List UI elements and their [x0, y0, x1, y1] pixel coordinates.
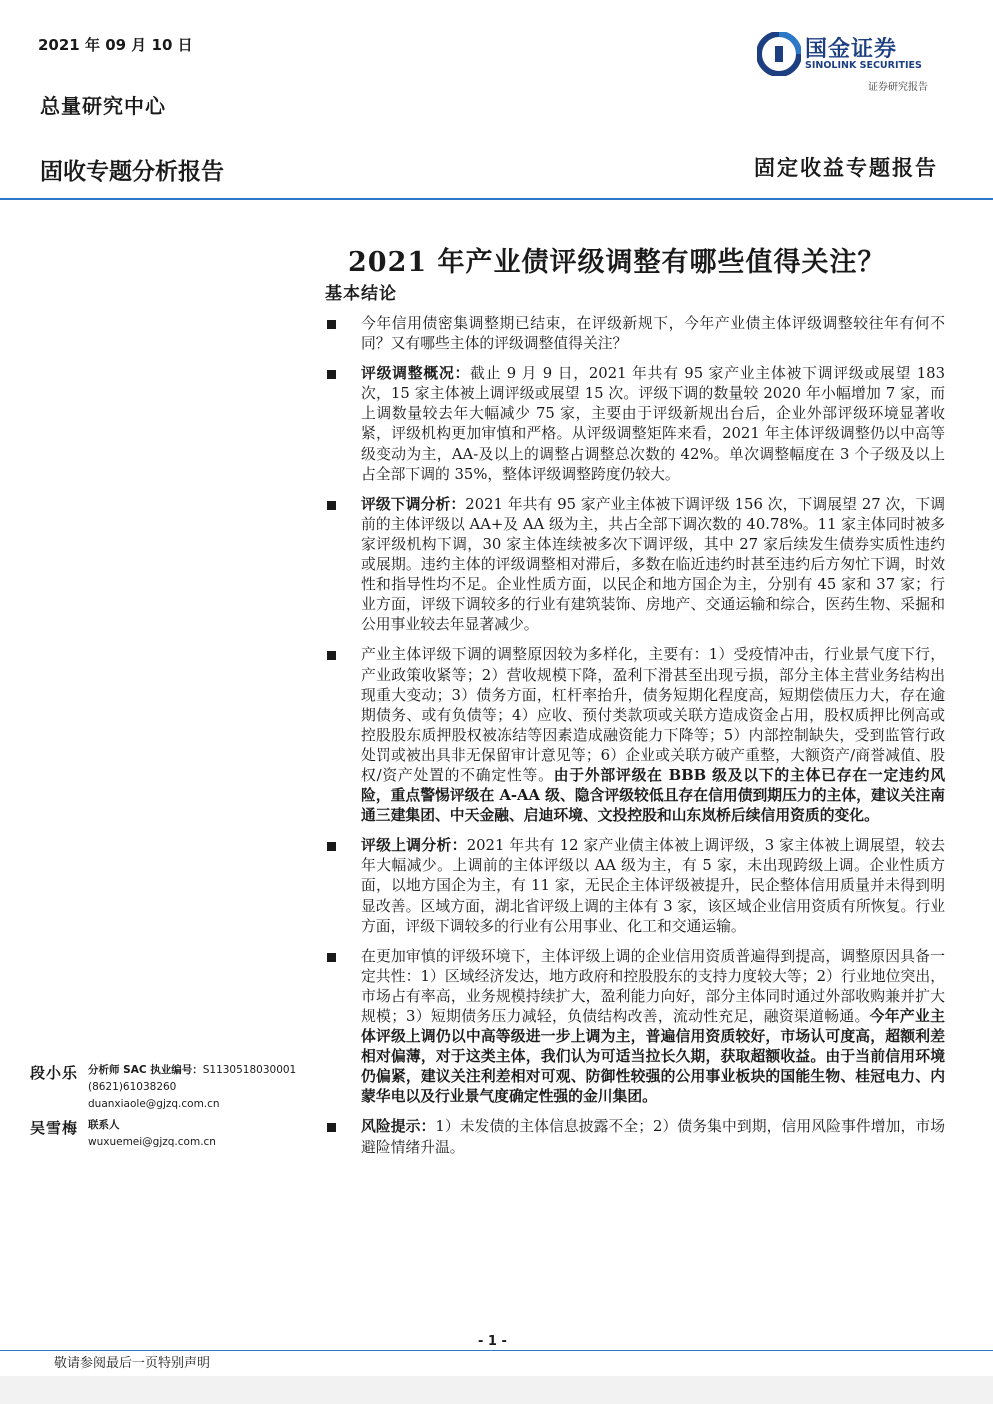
bullet-square-icon	[327, 370, 336, 379]
logo-subtitle: 证券研究报告	[868, 82, 928, 93]
bullet-square-icon	[327, 1123, 336, 1132]
report-type: 固收专题分析报告	[40, 159, 224, 185]
report-category: 固定收益专题报告	[754, 155, 938, 180]
analyst-email[interactable]: duanxiaole@gjzq.com.cn	[88, 1098, 220, 1110]
analyst-email[interactable]: wuxuemei@gjzq.com.cn	[88, 1136, 216, 1148]
bullet-square-icon	[327, 651, 336, 660]
conclusion-list	[325, 314, 945, 1168]
company-logo	[757, 30, 947, 80]
footer-disclaimer: 敬请参阅最后一页特别声明	[54, 1356, 211, 1371]
bullet-square-icon	[327, 842, 336, 851]
header-divider	[0, 198, 993, 200]
list-item: 评级下调分析：2021 年共有 95 家产业主体被下调评级 156 次，下调展望 27 次，下调前的主体评级以 AA+及 AA 级为主，共占全部下调次数的 40.78%。11 家主体同时被多家评级机构下调，30 家主体连续被多次下调评级，其中 27 家后续发生债券实质性违约或展期。违约主体的评级调整相对滞后，多数在临近违约时甚至违约后方匆忙下调，时效性和指导性均不足。企业性质方面，以民企和地方国企为主，分别有 45 家和 37 家；行业方面，评级下调较多的行业有建筑装饰、房地产、交通运输和综合，医药生物、采掘和公用事业较去年显著减少。	[325, 495, 945, 636]
section-title: 基本结论	[325, 284, 397, 304]
footer-divider	[0, 1350, 993, 1351]
footer-band	[0, 1376, 993, 1404]
list-item: 在更加审慎的评级环境下，主体评级上调的企业信用资质普遍得到提高，调整原因具备一定共性：1）区域经济发达，地方政府和控股股东的支持力度较大等；2）行业地位突出，市场占有率高，业务规模持续扩大，盈利能力向好，部分主体同时通过外部收购兼并扩大规模；3）短期债务压力减轻，负债结构改善，流动性充足，融资渠道畅通。今年产业主体评级上调仍以中高等级进一步上调为主，普遍信用资质较好，市场认可度高，超额利差相对偏薄，对于这类主体，我们认为可适当拉长久期，获取超额收益。由于当前信用环境仍偏紧，建议关注利差相对可观、防御性较强的公用事业板块的国能生物、桂冠电力、内蒙华电以及行业景气度确定性强的金川集团。	[325, 947, 945, 1108]
list-item: 风险提示：1）未发债的主体信息披露不全；2）债务集中到期，信用风险事件增加，市场避险情绪升温。	[325, 1117, 945, 1157]
analyst-sac-id: S1130518030001	[202, 1064, 297, 1076]
bullet-square-icon	[327, 320, 336, 329]
analyst-name: 段小乐	[30, 1064, 79, 1082]
bullet-square-icon	[327, 953, 336, 962]
analyst-name: 吴雪梅	[30, 1119, 79, 1137]
page-number: - 1 -	[478, 1334, 507, 1349]
analyst-role: 联系人	[88, 1119, 120, 1131]
analyst-phone: (8621)61038260	[88, 1081, 177, 1093]
analyst-entry	[30, 1117, 310, 1151]
research-center: 总量研究中心	[40, 94, 166, 118]
analyst-entry	[30, 1062, 310, 1113]
list-item: 评级调整概况：截止 9 月 9 日，2021 年共有 95 家产业主体被下调评级或展望 183 次，15 家主体被上调评级或展望 15 次。评级下调的数量较 2020 年小幅增加 7 家，而上调数量较去年大幅减少 75 家，主要由于评级新规出台后，企业外部评级环境显著收紧，评级机构更加审慎和严格。从评级调整矩阵来看，2021 年主体评级调整仍以中高等级变动为主，AA-及以上的调整占调整总次数的 42%。单次调整幅度在 3 个子级及以上占全部下调的 35%，整体评级调整跨度仍较大。	[325, 364, 945, 485]
logo-text-en: SINOLINK SECURITIES	[805, 60, 922, 71]
list-item: 今年信用债密集调整期已结束，在评级新规下，今年产业债主体评级调整较往年有何不同？又有哪些主体的评级调整值得关注？	[325, 314, 945, 354]
bullet-square-icon	[327, 501, 336, 510]
logo-text-cn: 国金证券	[805, 37, 898, 62]
report-date: 2021 年 09 月 10 日	[38, 36, 193, 54]
list-item: 评级上调分析：2021 年共有 12 家产业债主体被上调评级，3 家主体被上调展望，较去年大幅减少。上调前的主体评级以 AA 级为主，有 5 家，未出现跨级上调。企业性质方面，以地方国企为主，有 11 家，无民企主体评级被提升，民企整体信用质量并未得到明显改善。区域方面，湖北省评级上调的主体有 3 家，该区域企业信用资质有所恢复。行业方面，评级下调较多的行业有公用事业、化工和交通运输。	[325, 836, 945, 936]
list-item: 产业主体评级下调的调整原因较为多样化，主要有：1）受疫情冲击，行业景气度下行，产业政策收紧等；2）营收规模下降，盈利下滑甚至出现亏损，部分主体主营业务结构出现重大变动；3）债务方面，杠杆率抬升，债务短期化程度高，短期偿债压力大，存在逾期债务、或有负债等；4）应收、预付类款项或关联方造成资金占用，股权质押比例高或控股股东质押股权被冻结等因素造成融资能力下降等；5）内部控制缺失，受到监管行政处罚或被出具非无保留审计意见等；6）企业或关联方破产重整，大额资产/商誉减值、股权/资产处置的不确定性等。由于外部评级在 BBB 级及以下的主体已存在一定违约风险，重点警惕评级在 A-AA 级、隐含评级较低且存在信用债到期压力的主体，建议关注南通三建集团、中天金融、启迪环境、文投控股和山东岚桥后续信用资质的变化。	[325, 645, 945, 826]
analyst-role: 分析师 SAC 执业编号：	[88, 1064, 203, 1076]
logo-emblem-icon	[757, 32, 801, 76]
analyst-panel	[30, 1062, 310, 1155]
report-title: 2021 年产业债评级调整有哪些值得关注？	[348, 247, 886, 278]
